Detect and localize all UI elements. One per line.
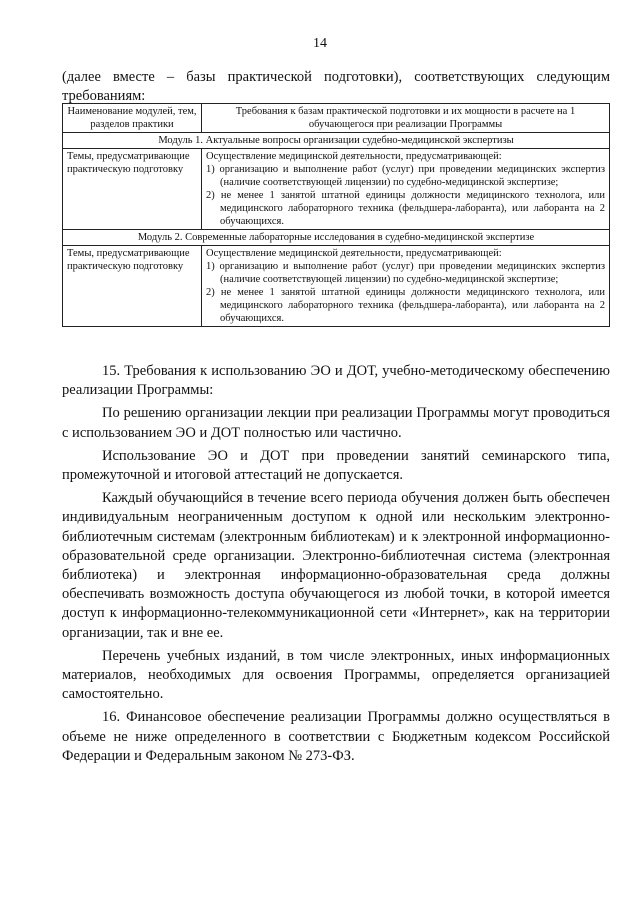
module-1-req-1: 1) организацию и выполнение работ (услуг) при проведении медицинских экспертиз (наличие соответствующей лицензии) по судебно-медицинской экспертизе; xyxy=(206,164,605,188)
module-2-req-1: 1) организацию и выполнение работ (услуг) при проведении медицинских экспертиз (наличие соответствующей лицензии) по судебно-медицинской экспертизе; xyxy=(206,261,605,285)
paragraph-access: Каждый обучающийся в течение всего периода обучения должен быть обеспечен индивидуальным неограниченным доступом к одной или нескольким электронно-библиотечным системам (электронным библиотекам) и к электронной информационно-образовательной среде организации. Электронно-библиотечная система (электронная библиотека) и электронная информационно-образовательная среда должны обеспечивать возможность доступа обучающегося из любой точки, в которой имеется доступ к информационно-телекоммуникационной сети «Интернет», как на территории организации, так и вне ее. xyxy=(62,490,610,641)
page-number: 14 xyxy=(313,36,327,51)
section-15-heading: 15. Требования к использованию ЭО и ДОТ, учебно-методическому обеспечению реализации Программы: xyxy=(62,363,610,399)
section-16-paragraph: 16. Финансовое обеспечение реализации Программы должно осуществляться в объеме не ниже определенного в соответствии с Бюджетным кодексом Российской Федерации и Федеральным законом № 273-ФЗ. xyxy=(62,709,610,764)
module-2-requirements xyxy=(202,246,610,327)
module-1-requirements xyxy=(202,149,610,230)
module-title-row xyxy=(63,133,610,149)
header-col-modules: Наименование модулей, тем, разделов практики xyxy=(63,104,202,133)
module-1-topic: Темы, предусматривающие практическую подготовку xyxy=(63,149,202,230)
paragraph-publications: Перечень учебных изданий, в том числе электронных, иных информационных материалов, необходимых для освоения Программы, определяется организацией самостоятельно. xyxy=(62,647,610,703)
body-text xyxy=(62,362,610,770)
module-1-req-lead: Осуществление медицинской деятельности, предусматривающей: xyxy=(206,151,502,162)
requirements-table xyxy=(62,103,610,327)
intro-paragraph: (далее вместе – базы практической подготовки), соответствующих следующим требованиям: xyxy=(62,69,610,104)
module-2-title: Модуль 2. Современные лабораторные исследования в судебно-медицинской экспертизе xyxy=(63,230,610,246)
module-2-topic: Темы, предусматривающие практическую подготовку xyxy=(63,246,202,327)
header-col-requirements: Требования к базам практической подготовки и их мощности в расчете на 1 обучающегося при реализации Программы xyxy=(202,104,610,133)
module-1-req-2: 2) не менее 1 занятой штатной единицы должности медицинского технолога, или медицинского лабораторного техника (фельдшера-лаборанта), или лаборанта на 2 обучающихся. xyxy=(206,190,605,227)
module-1-title: Модуль 1. Актуальные вопросы организации судебно-медицинской экспертизы xyxy=(63,133,610,149)
module-2-req-2: 2) не менее 1 занятой штатной единицы должности медицинского технолога, или медицинского лабораторного техника (фельдшера-лаборанта), или лаборанта на 2 обучающихся. xyxy=(206,287,605,324)
paragraph-lectures: По решению организации лекции при реализации Программы могут проводиться с использованием ЭО и ДОТ полностью или частично. xyxy=(62,405,610,441)
table-header-row xyxy=(63,104,610,133)
table-row xyxy=(63,246,610,327)
module-2-req-lead: Осуществление медицинской деятельности, предусматривающей: xyxy=(206,248,502,259)
table-row xyxy=(63,149,610,230)
module-title-row xyxy=(63,230,610,246)
paragraph-seminars: Использование ЭО и ДОТ при проведении занятий семинарского типа, промежуточной и итоговой аттестаций не допускается. xyxy=(62,447,610,484)
